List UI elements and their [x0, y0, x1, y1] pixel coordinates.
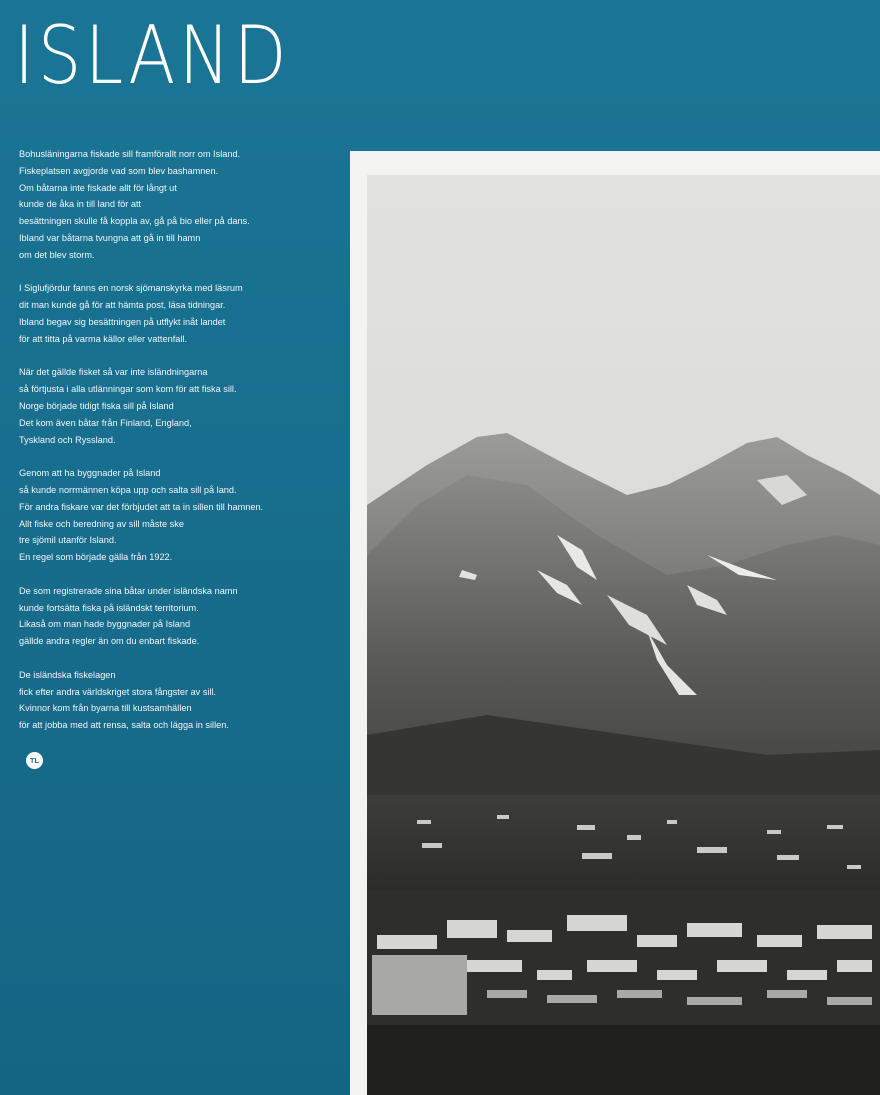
paragraph-4: [19, 465, 349, 566]
paragraph-6: [19, 667, 349, 734]
body-text: [19, 146, 349, 751]
text-line: De isländska fiskelagen: [19, 669, 116, 680]
text-line: för att titta på varma källor eller vattenfall.: [19, 333, 187, 344]
text-line: tre sjömil utanför Island.: [19, 535, 117, 546]
text-line: fick efter andra världskriget stora fångster av sill.: [19, 686, 217, 697]
text-line: Ibland var båtarna tvungna att gå in till hamn: [19, 232, 201, 243]
text-line: Allt fiske och beredning av sill måste ske: [19, 518, 184, 529]
text-line: Genom att ha byggnader på Island: [19, 468, 161, 479]
text-line: Det kom även båtar från Finland, England,: [19, 417, 192, 428]
mountain-harbor-photo-icon: [367, 175, 880, 1095]
text-line: Tyskland och Ryssland.: [19, 434, 116, 445]
text-line: så kunde norrmännen köpa upp och salta sill på land.: [19, 484, 237, 495]
text-line: Kvinnor kom från byarna till kustsamhällen: [19, 703, 192, 714]
text-line: för att jobba med att rensa, salta och lägga in sillen.: [19, 720, 229, 731]
text-line: I Siglufjördur fanns en norsk sjömanskyrka med läsrum: [19, 283, 243, 294]
text-line: gällde andra regler än om du enbart fiskade.: [19, 636, 200, 647]
text-line: Om båtarna inte fiskade allt för långt ut: [19, 182, 177, 193]
historic-photo: [367, 175, 880, 1095]
text-line: För andra fiskare var det förbjudet att ta in sillen till hamnen.: [19, 501, 264, 512]
paragraph-3: [19, 364, 349, 448]
text-line: Norge började tidigt fiska sill på Island: [19, 400, 174, 411]
text-line: En regel som började gälla från 1922.: [19, 552, 173, 563]
text-line: så förtjusta i alla utlänningar som kom för att fiska sill.: [19, 384, 237, 395]
paragraph-2: [19, 280, 349, 347]
tl-logo-icon: TL: [26, 752, 43, 769]
text-line: om det blev storm.: [19, 249, 95, 260]
text-line: Fiskeplatsen avgjorde vad som blev bashamnen.: [19, 165, 219, 176]
page-title: ISLAND: [14, 9, 291, 102]
paragraph-1: [19, 146, 349, 264]
text-line: Ibland begav sig besättningen på utflykt inåt landet: [19, 316, 226, 327]
text-line: Bohusläningarna fiskade sill framförallt norr om Island.: [19, 149, 241, 159]
text-line: Likaså om man hade byggnader på Island: [19, 619, 191, 630]
text-line: De som registrerade sina båtar under isländska namn: [19, 585, 238, 596]
text-line: kunde de åka in till land för att: [19, 199, 142, 210]
text-line: kunde fortsätta fiska på isländskt territorium.: [19, 602, 199, 613]
text-line: dit man kunde gå för att hämta post, läsa tidningar.: [19, 300, 226, 311]
text-line: När det gällde fisket så var inte isländningarna: [19, 367, 208, 378]
text-line: besättningen skulle få koppla av, gå på bio eller på dans.: [19, 216, 250, 227]
paragraph-5: [19, 583, 349, 650]
